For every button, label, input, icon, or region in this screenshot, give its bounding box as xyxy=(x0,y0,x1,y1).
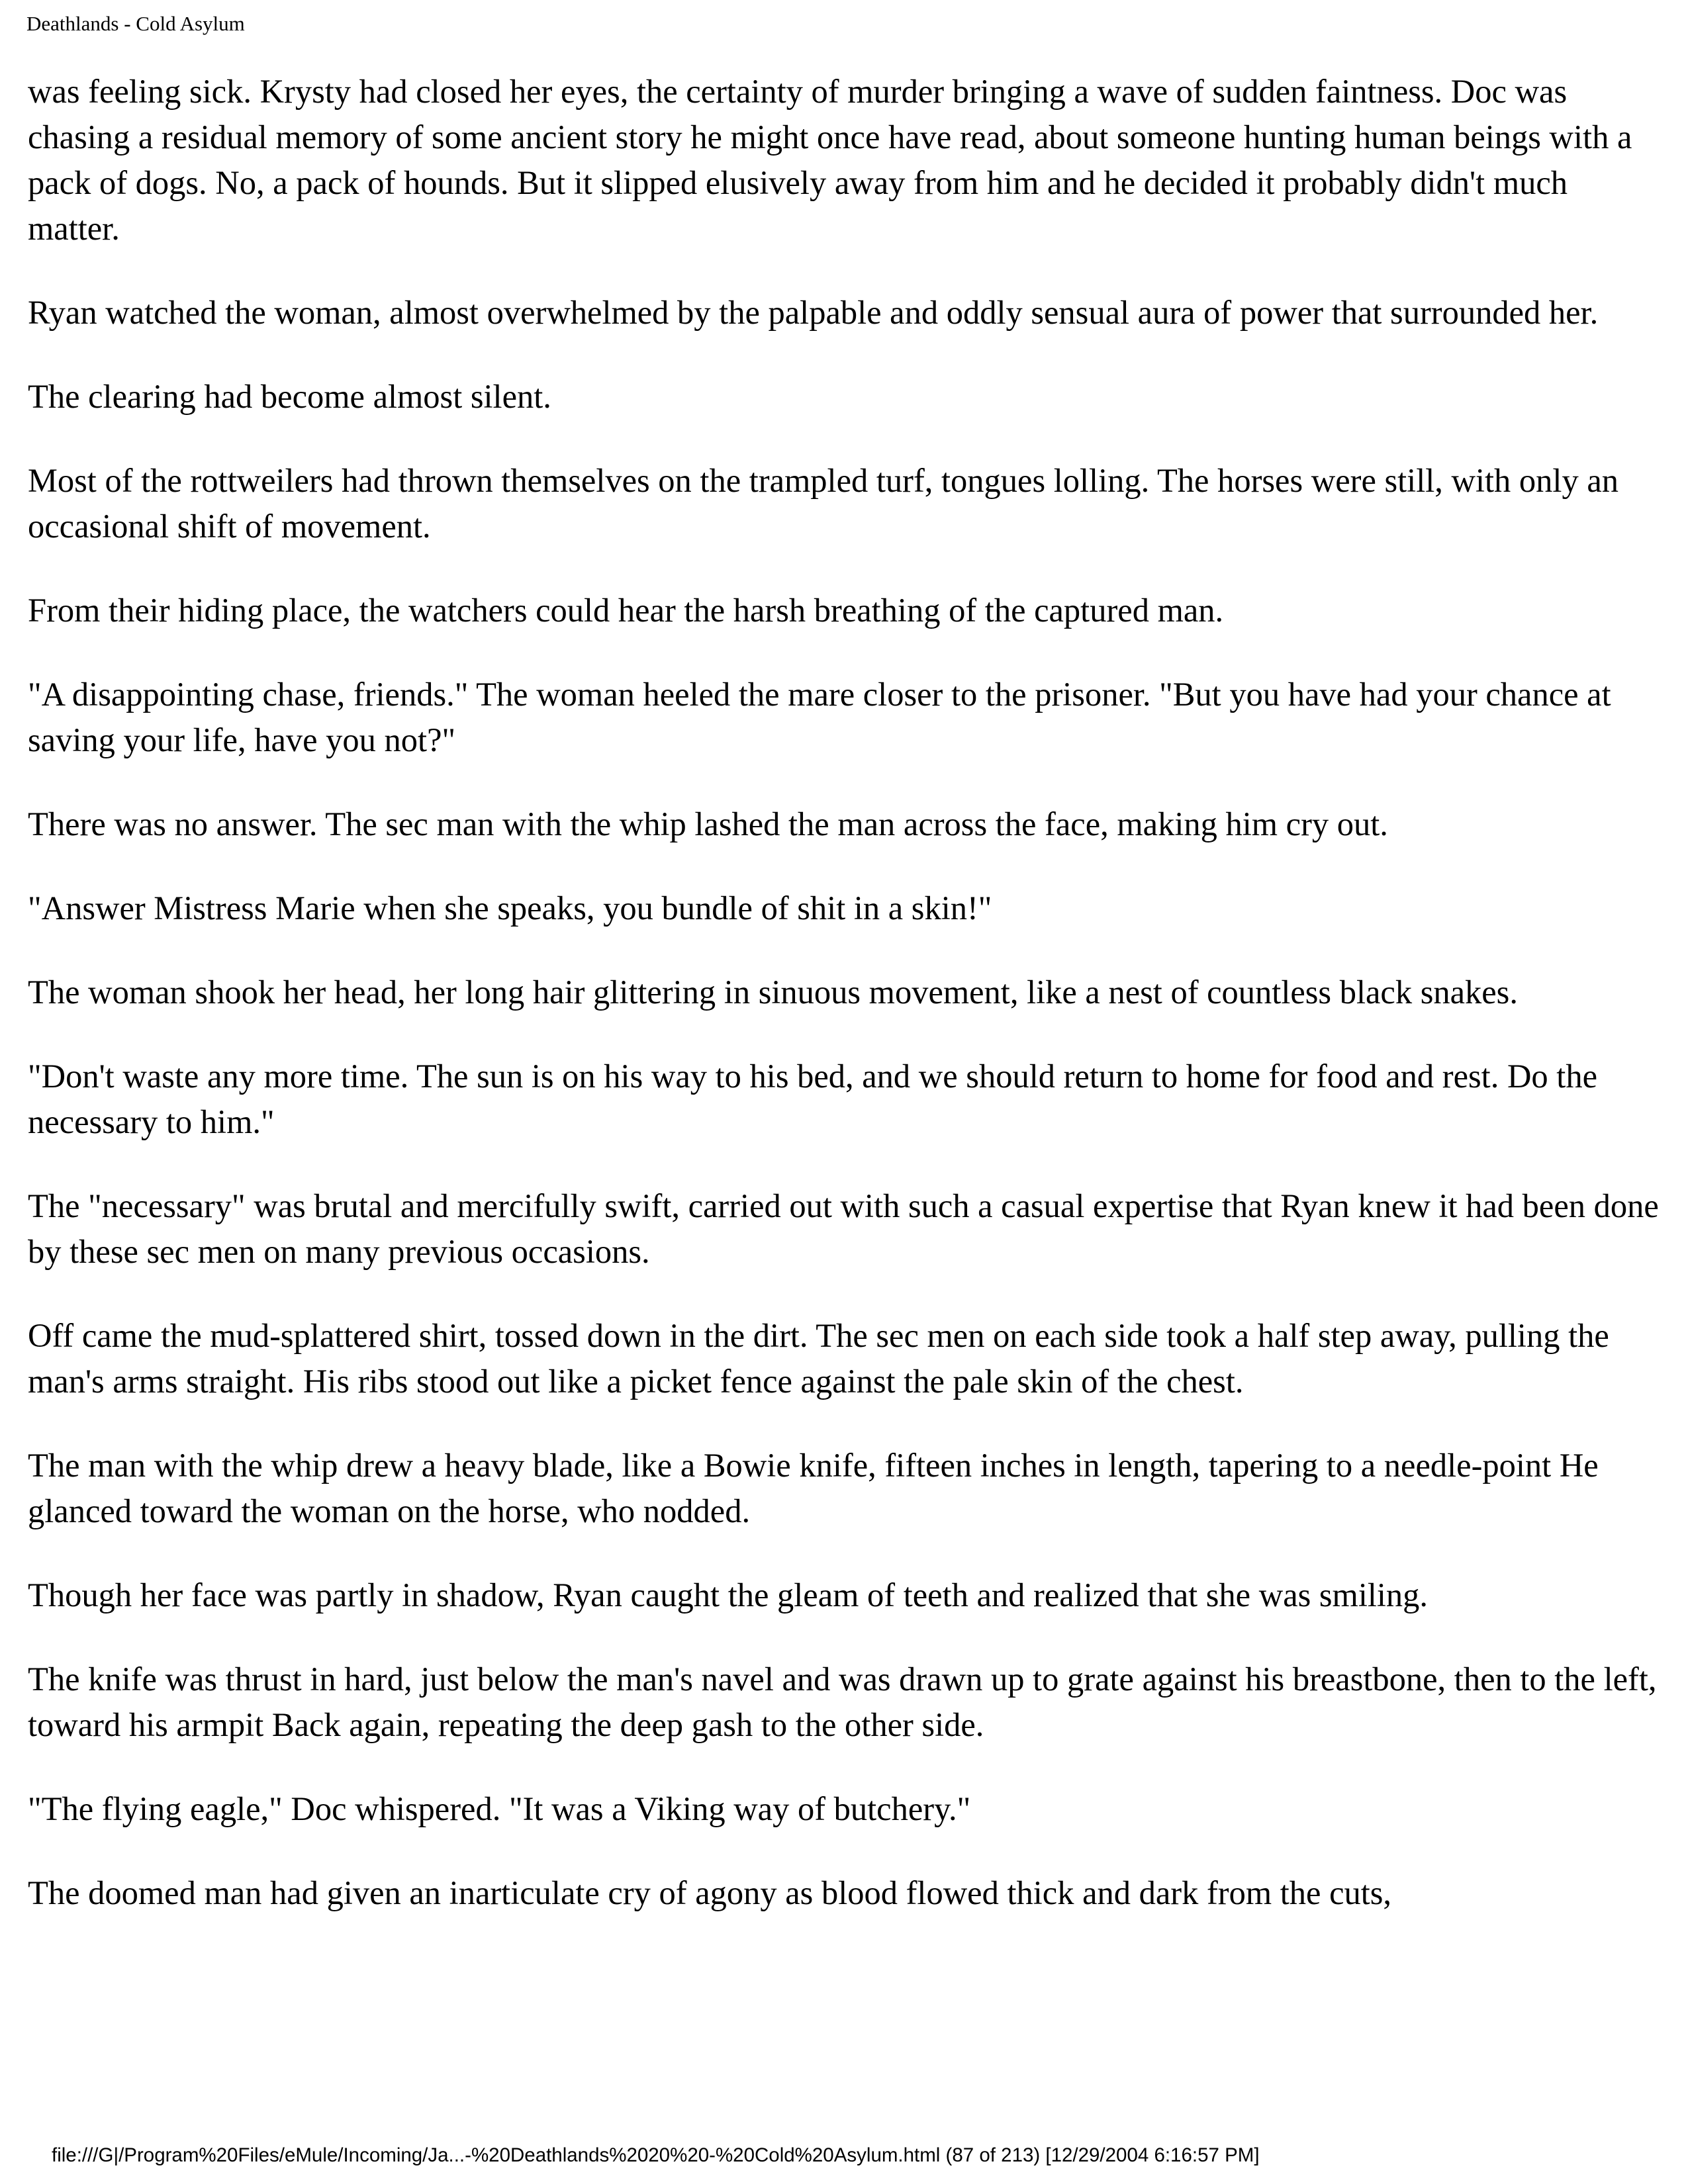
paragraph: The "necessary" was brutal and mercifully swift, carried out with such a casual expertise that Ryan knew it had been done by these sec men on many previous occasions. xyxy=(28,1187,1659,1270)
paragraph: Most of the rottweilers had thrown themselves on the trampled turf, tongues lolling. The horses were still, with only an occasional shift of movement. xyxy=(28,462,1618,545)
paragraph: "Answer Mistress Marie when she speaks, you bundle of shit in a skin!" xyxy=(28,889,992,927)
paragraph: The man with the whip drew a heavy blade, like a Bowie knife, fifteen inches in length, tapering to a needle-point He glanced toward the woman on the horse, who nodded. xyxy=(28,1447,1599,1529)
paragraph: "Don't waste any more time. The sun is on his way to his bed, and we should return to home for food and rest. Do the necessary to him." xyxy=(28,1058,1597,1140)
document-body xyxy=(28,69,1663,1954)
paragraph: The clearing had become almost silent. xyxy=(28,378,551,415)
page-header-title: Deathlands - Cold Asylum xyxy=(26,12,245,35)
paragraph: Ryan watched the woman, almost overwhelmed by the palpable and oddly sensual aura of power that surrounded her. xyxy=(28,294,1599,331)
page-footer-url: file:///G|/Program%20Files/eMule/Incoming/Ja...-%20Deathlands%2020%20-%20Cold%20Asylum.html (87 of 213) [12/29/2004 6:16:57 PM] xyxy=(52,2144,1260,2166)
paragraph: From their hiding place, the watchers could hear the harsh breathing of the captured man. xyxy=(28,592,1224,629)
paragraph: The woman shook her head, her long hair glittering in sinuous movement, like a nest of countless black snakes. xyxy=(28,974,1518,1011)
paragraph: was feeling sick. Krysty had closed her eyes, the certainty of murder bringing a wave of sudden faintness. Doc was chasing a residual memory of some ancient story he might once have read, about someone hunting human beings with a pack of dogs. No, a pack of hounds. But it slipped elusively away from him and he decided it probably didn't much matter. xyxy=(28,73,1632,247)
paragraph: The doomed man had given an inarticulate cry of agony as blood flowed thick and dark from the cuts, xyxy=(28,1874,1392,1911)
paragraph: There was no answer. The sec man with the whip lashed the man across the face, making him cry out. xyxy=(28,805,1388,842)
paragraph: "The flying eagle," Doc whispered. "It was a Viking way of butchery." xyxy=(28,1790,971,1827)
paragraph: Though her face was partly in shadow, Ryan caught the gleam of teeth and realized that she was smiling. xyxy=(28,1576,1429,1614)
paragraph: Off came the mud-splattered shirt, tossed down in the dirt. The sec men on each side took a half step away, pulling the man's arms straight. His ribs stood out like a picket fence against the pale skin of the chest. xyxy=(28,1317,1609,1400)
paragraph: The knife was thrust in hard, just below the man's navel and was drawn up to grate against his breastbone, then to the left, toward his armpit Back again, repeating the deep gash to the other side. xyxy=(28,1661,1657,1743)
paragraph: "A disappointing chase, friends." The woman heeled the mare closer to the prisoner. "But you have had your chance at saving your life, have you not?" xyxy=(28,676,1611,758)
